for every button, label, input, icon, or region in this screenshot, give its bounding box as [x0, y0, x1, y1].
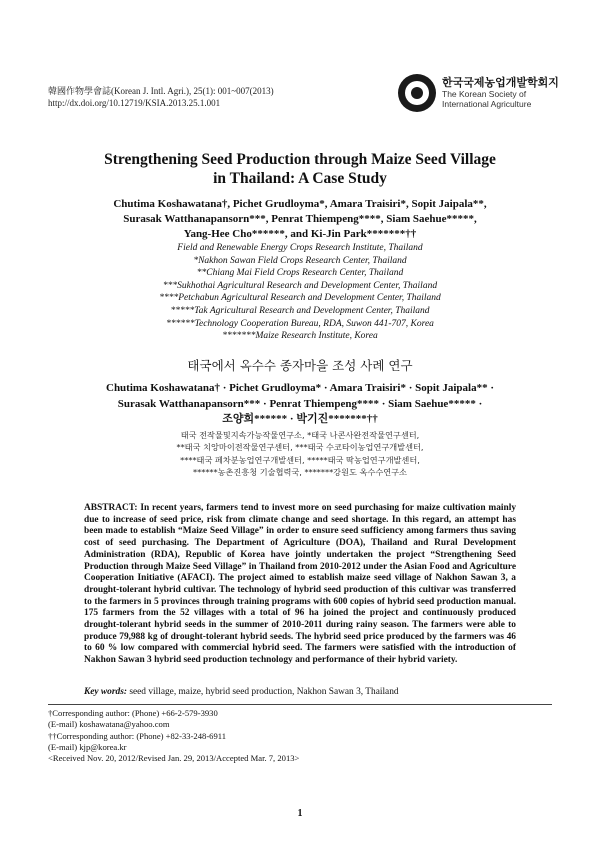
affiliation: ******농촌진흥청 기술협력국, *******강원도 옥수수연구소 [193, 467, 407, 478]
abstract-label: ABSTRACT: [84, 503, 138, 513]
keywords-label: Key words: [84, 687, 127, 697]
footnote: (E-mail) kjp@korea.kr [48, 741, 127, 752]
society-name-ko: 한국국제농업개발학회지 [442, 76, 559, 89]
affiliation: *****Tak Agricultural Research and Development Center, Thailand [170, 305, 430, 316]
footnote: <Received Nov. 20, 2012/Revised Jan. 29, 2013/Accepted Mar. 7, 2013> [48, 753, 300, 764]
footnote: ††Corresponding author: (Phone) +82-33-248-6911 [48, 730, 227, 741]
society-name-en: The Korean Society of International Agriculture [442, 89, 532, 109]
footnote: (E-mail) koshawatana@yahoo.com [48, 719, 170, 730]
paper-title-ko: 태국에서 옥수수 종자마을 조성 사례 연구 [187, 358, 413, 373]
author-line: 조양희****** · 박기진*******†† [222, 413, 378, 425]
affiliations-en [40, 242, 560, 343]
affiliation: **태국 치앙마이전작물연구센터, ***태국 수코타이농업연구개발센터, [176, 442, 424, 453]
affiliation: ****태국 페차분농업연구개발센터, *****태국 딱농업연구개발센터, [180, 454, 420, 465]
affiliation: Field and Renewable Energy Crops Research Institute, Thailand [177, 243, 423, 253]
paper-title-line: in Thailand: A Case Study [213, 170, 387, 187]
author-list-en [40, 197, 560, 242]
journal-header [48, 85, 274, 109]
paper-title-line: Strengthening Seed Production through Maize Seed Village [104, 151, 496, 168]
affiliation: *Nakhon Sawan Field Crops Research Center, Thailand [193, 255, 407, 266]
journal-doi: http://dx.doi.org/10.12719/KSIA.2013.25.1.001 [48, 98, 221, 108]
society-logo [398, 70, 568, 116]
abstract [84, 503, 516, 667]
author-list-ko [40, 381, 560, 428]
footnote-divider [48, 704, 552, 705]
footnotes [48, 708, 299, 764]
affiliation: ****Petchabun Agricultural Research and Development Center, Thailand [159, 293, 441, 304]
abstract-text: In recent years, farmers tend to invest more on seed purchasing for maize cultivation mainly due to increase of seed price, risk from climate change and seed shortage. In this regard, an attempt has been made to establish “Maize Seed Village” in order to ensure seed sufficiency among farmers thus saving cost of seed purchasing. The Department of Agriculture (DOA), Thailand and Rural Development Administration (RDA), Republic of Korea have jointly undertaken the project “Strengthening Seed Production through Maize Seed Village” in Thailand from 2010-2012 under the Asian Food and Agriculture Cooperation Initiative (AFACI). The project aimed to establish maize seed village of Nakhon Sawan 3, a drought-tolerant hybrid cultivar. The technology of hybrid seed production of this cultivar was transferred to the farmers in 5 provinces through training programs with 600 copies of hybrid seed production manual. 175 farmers from the 52 villages with a total of 96 ha joined the project and continuously produced drought-tolerant hybrid seeds in the summer of 2010-2011 during rainy season. The farmers were able to produce 79,988 kg of drought-tolerant hybrid seeds. The hybrid seed price produced by the farmers was 46 to 60 % low compared with commercial hybrid seed. The farmers were satisfied with the introduction of Nakhon Sawan 3 hybrid seed production technology and performance of their hybrid variety. [84, 503, 517, 666]
affiliations-ko [40, 429, 560, 479]
affiliation: 태국 전작물및지속가능작물연구소, *태국 나콘사완전작물연구센터, [180, 430, 420, 440]
footnote: †Corresponding author: (Phone) +66-2-579-3930 [48, 708, 218, 718]
affiliation: ******Technology Cooperation Bureau, RDA, Suwon 441-707, Korea [166, 318, 434, 329]
author-line: Yang-Hee Cho******, and Ki-Jin Park*******†† [183, 228, 417, 240]
author-line: Chutima Koshawatana† · Pichet Grudloyma* · Amara Traisiri* · Sopit Jaipala** · [106, 382, 494, 394]
keywords-text: seed village, maize, hybrid seed production, Nakhon Sawan 3, Thailand [129, 687, 399, 697]
author-line: Surasak Watthanapansorn***, Penrat Thiempeng****, Siam Saehue*****, [123, 213, 477, 225]
keywords [84, 687, 516, 697]
affiliation: ***Sukhothai Agricultural Research and Development Center, Thailand [162, 280, 438, 291]
affiliation: *******Maize Research Institute, Korea [222, 331, 378, 342]
paper-title [40, 150, 560, 188]
author-line: Chutima Koshawatana†, Pichet Grudloyma*, Amara Traisiri*, Sopit Jaipala**, [113, 198, 487, 210]
page-number: 1 [297, 808, 303, 819]
journal-citation: 韓國作物學會誌(Korean J. Intl. Agri.), 25(1): 001~007(2013) [48, 86, 274, 96]
society-emblem-icon [398, 74, 436, 112]
affiliation: **Chiang Mai Field Crops Research Center, Thailand [196, 268, 404, 279]
author-line: Surasak Watthanapansorn*** · Penrat Thiempeng**** · Siam Saehue***** · [117, 397, 483, 410]
